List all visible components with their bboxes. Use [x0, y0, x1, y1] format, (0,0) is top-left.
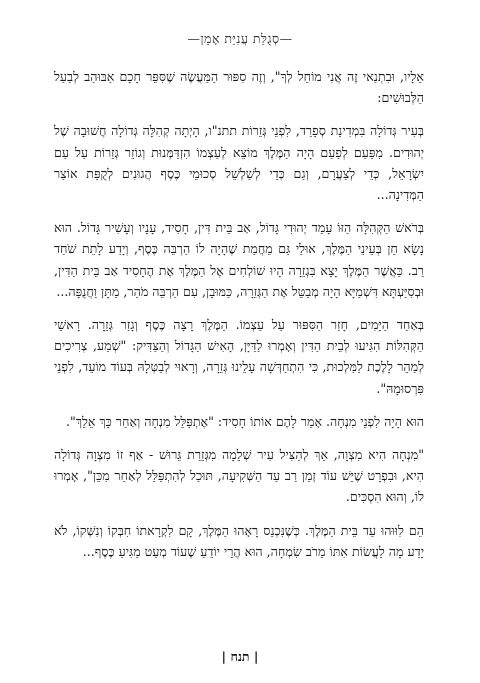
running-head: —סְגֻלַּת עֲנִיַּת אָמֵן—	[187, 31, 293, 46]
paragraph: בְּאַחַד הַיָּמִים, חָזַר הַסִּפּוּר עַל עַצְמוֹ. הַמֶּלֶךְ רָצָה כֶּסֶף וְגָזַר גְּזֵרָה. רָאשֵׁי הַקְּהִלּוֹת הִגִּיעוּ לְבֵית הַדִּין וְאָמְרוּ לַדַּיָּן, הָאִישׁ הַגָּדוֹל וְהַצַּדִּיק: "שְׁמַע, צְרִיכִים לְמַהֵר לָלֶכֶת לַמַּלְכוּת, כִּי הִתְחַדְּשָׁה עָלֵינוּ גְּזֵרָה, וְרָאוּי לְבַטְּלָהּ בְּעוֹד מוֹעֵד, לִפְנֵי פִּרְסוּמָהּ".	[54, 317, 424, 396]
paragraph: אֵלָיו, וּבִתְנַאי זֶה אֲנִי מוֹחֵל לְךָ", וְזֶה סִפּוּר הַמַּעֲשֶׂה שֶׁסִּפֵּר חָכָם אַבּוּהַב לְבַעַל הַלְּבוּשִׁים:	[54, 69, 424, 106]
page-body	[54, 66, 424, 574]
paragraph: "מִנְחָה הִיא מִצְוָה, אַךְ לְהַצִּיל עִיר שְׁלֵמָה מִגְּזֵרַת גֵּרוּשׁ - אַף זוֹ מִצְוָה גְּדוֹלָה הִיא, וּבִפְרָט שֶׁיֵּשׁ עוֹד זְמַן רַב עַד הַשְּׁקִיעָה, תּוּכַל לְהִתְפַּלֵּל לְאַחַר מִכֵּן", אָמְרוּ לוֹ, וְהוּא הִסְכִּים.	[54, 447, 424, 505]
paragraph: בְּעִיר גְּדוֹלָה בִּמְדִינַת סְפָרַד, לִפְנֵי גְּזֵרוֹת תתנ"ו, הָיְתָה קְהִלָּה גְּדוֹלָה חֲשׁוּבָה שֶׁל יְהוּדִים. מִפַּעַם לְפַעַם הָיָה הַמֶּלֶךְ מוֹצֵא לְעַצְמוֹ הִזְדַּמְּנוּת וְגוֹזֵר גְּזֵרוֹת עַל עַם יִשְׂרָאֵל, כְּדֵי לְצַעֲרָם, וְגַם כְּדֵי לְשַׁלְשֵׁל סְכוּמֵי כֶּסֶף הֲגוּנִים לְקֻפַּת אוֹצַר הַמְּדִינָה...	[54, 123, 424, 203]
page-number: | תנח |	[221, 649, 259, 664]
paragraph: הֵם לִוּוּהוּ עַד בֵּית הַמֶּלֶךְ. כְּשֶׁנִּכְנַס רָאָהוּ הַמֶּלֶךְ, קָם לִקְרָאתוֹ חִבְּקוֹ וְנִשְּׁקוֹ, לֹא יָדַע מָה לַעֲשׂוֹת אִתּוֹ מֵרֹב שִׂמְחָה, הוּא הֲרֵי יוֹדֵעַ שֶׁעוֹד מְעַט מַגִּיעַ כֶּסֶף...	[54, 522, 424, 559]
paragraph: בְּרֹאשׁ הַקְּהִלָּה הַזּוֹ עָמַד יְהוּדִי גָּדוֹל, אַב בֵּית דִּין, חָסִיד, עָנָיו וְעָשִׁיר גָּדוֹל. הוּא נָשָׂא חֵן בְּעֵינֵי הַמֶּלֶךְ, אוּלַי גַּם מֵחֲמַת שֶׁהָיָה לוֹ הַרְבֵּה כֶּסֶף, וְיָדַע לָתֵת שֹׁחַד רַב. כַּאֲשֶׁר הַמֶּלֶךְ יָצָא בִּגְזֵרָה הָיוּ שׁוֹלְחִים אֶל הַמֶּלֶךְ אֶת הֶחָסִיד אַב בֵּית הַדִּין, וּבְסִיַּעְתָּא דִּשְׁמַיָּא הָיָה מְבַטֵּל אֶת הַגְּזֵרָה, כַּמּוּבָן, עִם הַרְבֵּה מֹהַר, מַתָּן וַחֲנֻפָּה...	[54, 220, 424, 299]
paragraph: הוּא הָיָה לִפְנֵי מִנְחָה. אָמַר לָהֶם אוֹתוֹ חָסִיד: "אֶתְפַּלֵּל מִנְחָה וְאַחַר כָּךְ אֵלֵךְ".	[66, 413, 424, 429]
